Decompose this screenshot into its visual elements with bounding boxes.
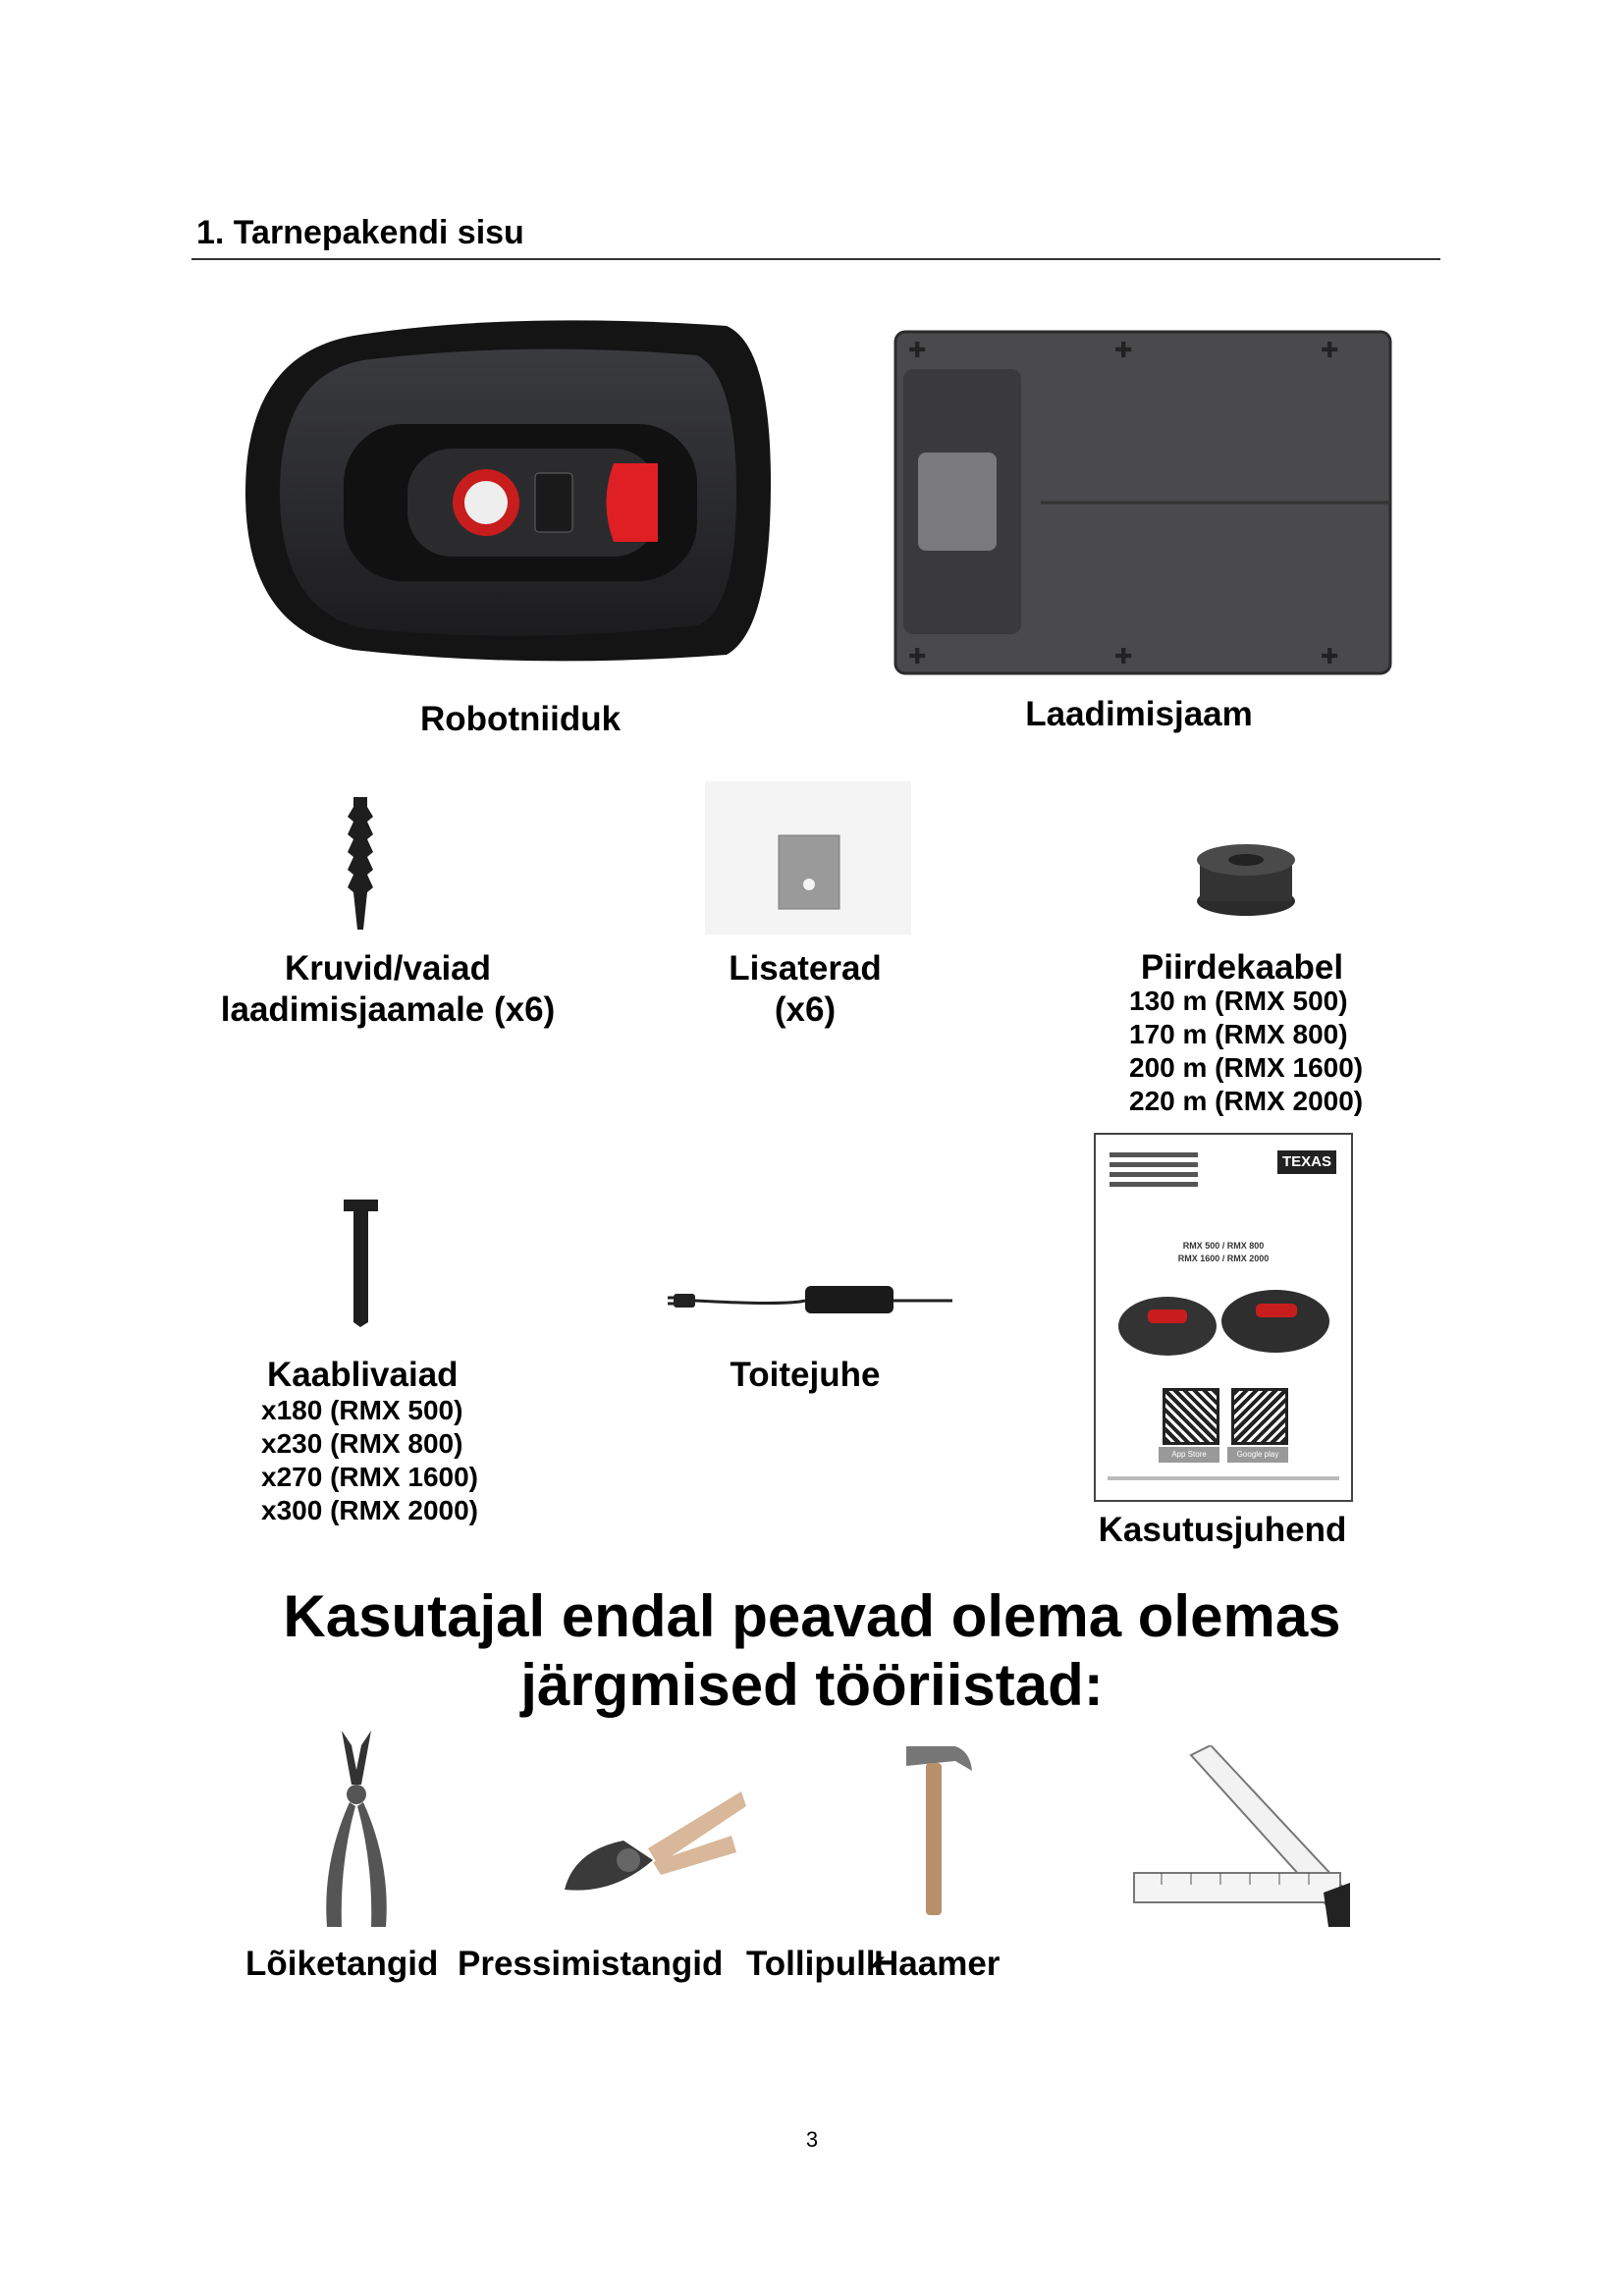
manual-qr-code-1 xyxy=(1163,1388,1219,1445)
manual-mower-illustration xyxy=(1113,1282,1334,1361)
robot-mower-label: Robotniiduk xyxy=(419,700,622,738)
cable-lengths-list xyxy=(1129,985,1363,1118)
cable-length-item: 170 m (RMX 800) xyxy=(1129,1019,1348,1049)
manual-brand-logo: TEXAS xyxy=(1277,1150,1336,1174)
cable-label: Piirdekaabel xyxy=(1140,948,1344,987)
screw-image xyxy=(346,797,375,930)
manual-google-play-badge: Google play xyxy=(1227,1447,1288,1463)
svg-text:✚: ✚ xyxy=(1321,644,1339,668)
crimping-pliers-image xyxy=(555,1782,751,1904)
blades-label-line1: Lisaterad xyxy=(729,949,882,988)
svg-text:✚: ✚ xyxy=(908,338,927,362)
blades-label-line2: (x6) xyxy=(774,990,837,1029)
screws-label-line2: laadimisjaamale (x6) xyxy=(220,990,556,1029)
manual-models-line1: RMX 500 / RMX 800 xyxy=(1182,1241,1265,1251)
heading-rule xyxy=(191,258,1440,260)
peg-count-item: x180 (RMX 500) xyxy=(261,1395,463,1425)
manual-app-store-badge: App Store xyxy=(1159,1447,1219,1463)
cutting-pliers-image xyxy=(312,1726,401,1932)
pegs-label: Kaablivaiad xyxy=(267,1356,459,1394)
cable-length-item: 220 m (RMX 2000) xyxy=(1129,1086,1364,1116)
cable-length-item: 200 m (RMX 1600) xyxy=(1129,1052,1364,1083)
power-supply-image xyxy=(668,1274,952,1323)
peg-count-item: x230 (RMX 800) xyxy=(261,1428,463,1459)
tools-heading-line1: Kasutajal endal peavad olema olemas xyxy=(283,1583,1341,1649)
manual-footer-text xyxy=(1108,1476,1339,1480)
cable-length-item: 130 m (RMX 500) xyxy=(1129,986,1348,1016)
svg-text:✚: ✚ xyxy=(1114,644,1133,668)
peg-count-item: x270 (RMX 1600) xyxy=(261,1462,479,1492)
peg-counts-list xyxy=(261,1394,478,1527)
crimping-pliers-label: Pressimistangid xyxy=(458,1945,724,1983)
peg-count-item: x300 (RMX 2000) xyxy=(261,1495,479,1525)
power-cord-label: Toitejuhe xyxy=(730,1356,881,1394)
hammer-image xyxy=(901,1741,975,1918)
manual-models-line2: RMX 1600 / RMX 2000 xyxy=(1177,1254,1270,1263)
svg-text:✚: ✚ xyxy=(908,644,927,668)
svg-text:✚: ✚ xyxy=(1114,338,1133,362)
section-title: 1. Tarnepakendi sisu xyxy=(196,214,524,251)
cutting-pliers-label: Lõiketangid xyxy=(245,1945,439,1983)
folding-ruler-label: Tollipulk xyxy=(746,1945,886,1983)
charging-station-image xyxy=(893,330,1392,675)
tools-heading-line2: järgmised tööriistad: xyxy=(520,1652,1104,1718)
charging-station-label: Laadimisjaam xyxy=(1025,695,1253,733)
hammer-label: Haamer xyxy=(874,1945,1001,1983)
cable-peg-image xyxy=(339,1200,383,1327)
cable-spool-image xyxy=(1192,840,1300,919)
manual-language-list xyxy=(1110,1152,1198,1187)
user-manual-label: Kasutusjuhend xyxy=(1098,1511,1347,1549)
blade-image xyxy=(705,781,911,934)
svg-text:✚: ✚ xyxy=(1321,338,1339,362)
page-number: 3 xyxy=(805,2127,819,2152)
screws-label-line1: Kruvid/vaiad xyxy=(284,949,492,988)
user-manual-cover xyxy=(1094,1133,1353,1502)
folding-ruler-image xyxy=(1122,1745,1353,1932)
robot-mower-image xyxy=(236,316,785,669)
manual-qr-code-2 xyxy=(1231,1388,1288,1445)
